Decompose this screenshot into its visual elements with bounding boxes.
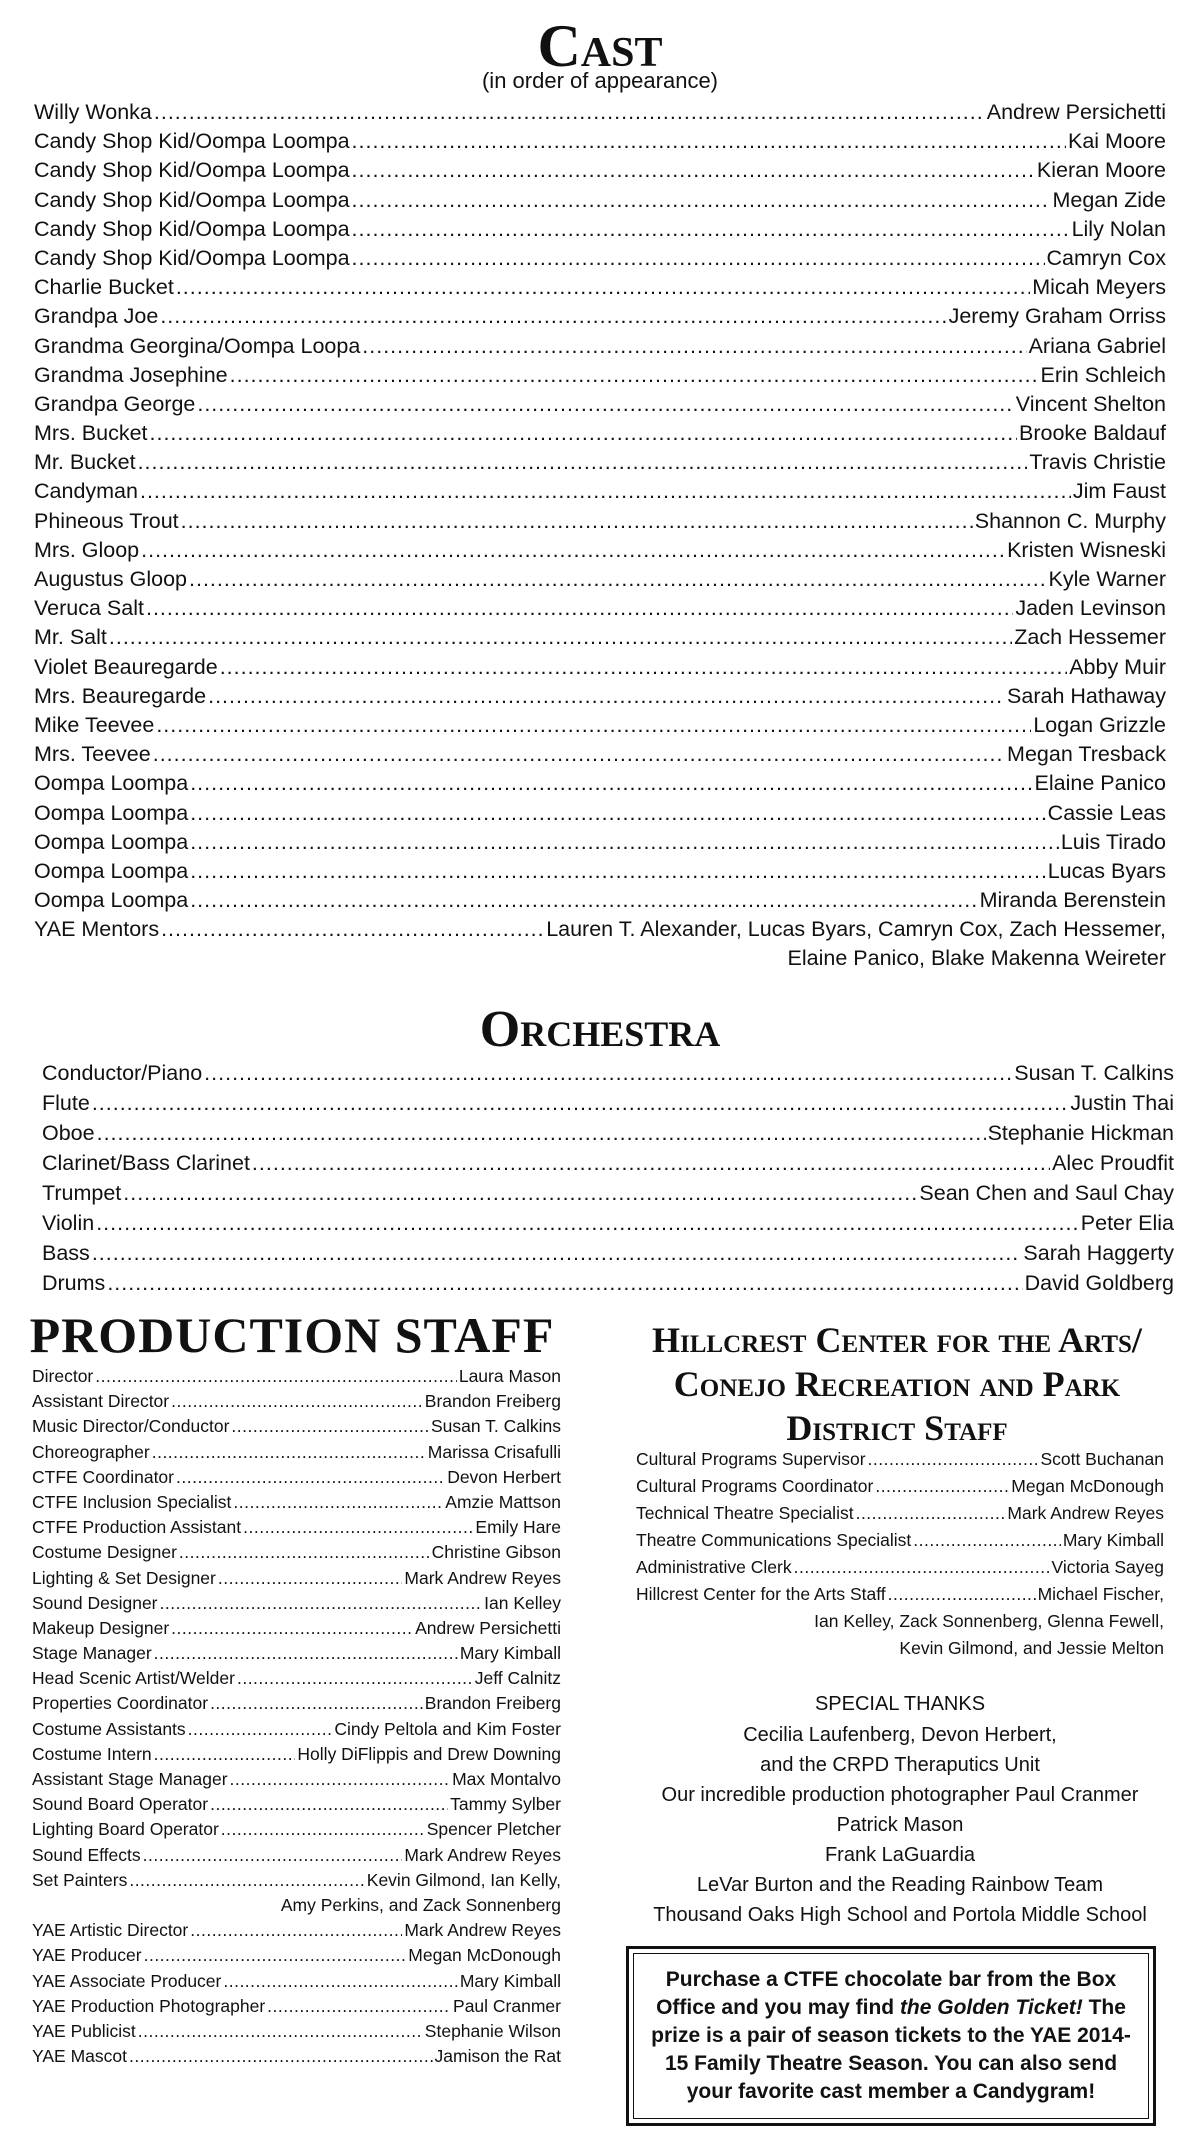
cast-role: Oompa Loompa xyxy=(34,771,189,796)
cast-row xyxy=(34,390,1166,419)
staff-row xyxy=(32,1641,561,1666)
cast-role: Grandpa George xyxy=(34,391,196,416)
staff-name: Mary Kimball xyxy=(459,1970,561,1991)
cast-actor: Jaden Levinson xyxy=(1015,596,1166,621)
staff-name: Megan McDonough xyxy=(408,1945,561,1966)
hillcrest-name: Victoria Sayeg xyxy=(1051,1557,1164,1577)
staff-name: Ian Kelley xyxy=(484,1592,561,1613)
cast-row xyxy=(34,156,1166,185)
staff-name: Mark Andrew Reyes xyxy=(404,1920,561,1941)
hillcrest-name: Michael Fischer, xyxy=(1037,1584,1164,1604)
cast-list xyxy=(34,98,1166,974)
cast-role: Candy Shop Kid/Oompa Loompa xyxy=(34,129,350,154)
cast-row xyxy=(34,507,1166,536)
cast-mentors-continued: Elaine Panico, Blake Makenna Weireter xyxy=(787,946,1166,971)
cast-actor: Kieran Moore xyxy=(1036,158,1166,183)
cast-actor: Lucas Byars xyxy=(1047,858,1166,883)
cast-actor: Logan Grizzle xyxy=(1033,712,1166,737)
hillcrest-row xyxy=(636,1581,1164,1608)
staff-role: Stage Manager xyxy=(32,1643,152,1664)
hillcrest-role: Cultural Programs Coordinator xyxy=(636,1476,874,1496)
cast-heading: Cast xyxy=(537,13,663,79)
orchestra-role: Oboe xyxy=(42,1121,95,1145)
cast-actor: Ariana Gabriel xyxy=(1028,333,1166,358)
cast-row-mentors xyxy=(34,915,1166,944)
orchestra-musician: Susan T. Calkins xyxy=(1014,1061,1174,1085)
staff-row xyxy=(32,1364,561,1389)
staff-role: Music Director/Conductor xyxy=(32,1416,230,1437)
staff-role: Sound Designer xyxy=(32,1592,158,1613)
hillcrest-role: Administrative Clerk xyxy=(636,1557,792,1577)
hillcrest-heading-line: Hillcrest Center for the Arts/ xyxy=(652,1320,1142,1360)
hillcrest-staff-continued: Ian Kelley, Zack Sonnenberg, Glenna Fewell, xyxy=(814,1611,1164,1631)
orchestra-row xyxy=(42,1088,1174,1118)
hillcrest-role: Technical Theatre Specialist xyxy=(636,1503,854,1523)
cast-row xyxy=(34,711,1166,740)
staff-name: Amzie Mattson xyxy=(445,1491,561,1512)
cast-row xyxy=(34,594,1166,623)
orchestra-role: Drums xyxy=(42,1271,106,1295)
staff-row xyxy=(32,1918,561,1943)
orchestra-musician: Justin Thai xyxy=(1070,1091,1174,1115)
cast-row xyxy=(34,332,1166,361)
hillcrest-name: Mary Kimball xyxy=(1062,1530,1164,1550)
cast-role: Oompa Loompa xyxy=(34,858,189,883)
staff-name: Christine Gibson xyxy=(431,1542,561,1563)
hillcrest-role: Hillcrest Center for the Arts Staff xyxy=(636,1584,886,1604)
staff-row xyxy=(32,1767,561,1792)
cast-role: Veruca Salt xyxy=(34,596,144,621)
cast-row xyxy=(34,886,1166,915)
hillcrest-heading-line: District Staff xyxy=(786,1408,1008,1448)
cast-role: Augustus Gloop xyxy=(34,567,187,591)
staff-row xyxy=(32,1591,561,1616)
special-thanks xyxy=(620,1690,1180,1930)
hillcrest-heading-line: Conejo Recreation and Park xyxy=(673,1364,1121,1404)
cast-role: Mrs. Bucket xyxy=(34,421,148,446)
hillcrest-staff-continued: Kevin Gilmond, and Jessie Melton xyxy=(899,1638,1164,1658)
staff-row xyxy=(32,1868,561,1893)
cast-row xyxy=(34,682,1166,711)
staff-name: Tammy Sylber xyxy=(450,1794,561,1815)
staff-row xyxy=(32,2019,561,2044)
cast-row xyxy=(34,361,1166,390)
promo-golden-ticket: the Golden Ticket! xyxy=(899,1996,1083,2019)
orchestra-musician: Sean Chen and Saul Chay xyxy=(919,1181,1174,1205)
hillcrest-row xyxy=(636,1554,1164,1581)
staff-name: Andrew Persichetti xyxy=(415,1617,561,1638)
thanks-line: and the CRPD Theraputics Unit xyxy=(760,1754,1040,1776)
staff-role: Costume Designer xyxy=(32,1542,177,1563)
cast-row xyxy=(34,769,1166,798)
cast-row xyxy=(34,448,1166,477)
staff-row xyxy=(32,1792,561,1817)
staff-name: Holly DiFlippis and Drew Downing xyxy=(297,1743,561,1764)
cast-row xyxy=(34,565,1166,594)
staff-name: Marissa Crisafulli xyxy=(427,1441,561,1462)
staff-row xyxy=(32,1843,561,1868)
staff-role: Assistant Stage Manager xyxy=(32,1769,228,1789)
cast-actor: Kai Moore xyxy=(1068,129,1166,154)
production-staff-heading: PRODUCTION STAFF xyxy=(29,1307,555,1363)
cast-row xyxy=(34,857,1166,886)
cast-actor: Sarah Hathaway xyxy=(1007,683,1166,708)
staff-row xyxy=(32,1817,561,1842)
orchestra-musician: Peter Elia xyxy=(1080,1211,1174,1235)
cast-row xyxy=(34,740,1166,769)
cast-role: YAE Mentors xyxy=(34,917,160,942)
staff-row xyxy=(32,1566,561,1591)
hillcrest-staff-list xyxy=(636,1446,1164,1662)
cast-role: Oompa Loompa xyxy=(34,800,189,825)
orchestra-list xyxy=(42,1058,1174,1298)
cast-role: Grandma Georgina/Oompa Loopa xyxy=(34,333,361,358)
staff-row xyxy=(32,2044,561,2069)
staff-role: Makeup Designer xyxy=(32,1617,170,1638)
cast-actor: Cassie Leas xyxy=(1047,800,1166,825)
thanks-line: Thousand Oaks High School and Portola Middle School xyxy=(653,1904,1147,1926)
staff-role: Head Scenic Artist/Welder xyxy=(32,1668,235,1689)
cast-actor: Lauren T. Alexander, Lucas Byars, Camryn Cox, Zach Hessemer, xyxy=(546,917,1166,942)
orchestra-musician: David Goldberg xyxy=(1024,1271,1174,1295)
cast-actor: Vincent Shelton xyxy=(1015,391,1166,416)
staff-name: Jeff Calnitz xyxy=(474,1668,561,1689)
staff-role: Properties Coordinator xyxy=(32,1693,209,1714)
cast-role: Mike Teevee xyxy=(34,712,155,737)
cast-role: Charlie Bucket xyxy=(34,275,174,300)
cast-role: Oompa Loompa xyxy=(34,829,189,854)
staff-role: Costume Intern xyxy=(32,1743,152,1764)
cast-role: Candy Shop Kid/Oompa Loompa xyxy=(34,187,350,212)
thanks-line: Frank LaGuardia xyxy=(824,1844,976,1866)
cast-role: Violet Beauregarde xyxy=(34,654,218,679)
cast-actor: Zach Hessemer xyxy=(1014,625,1166,650)
cast-actor: Jim Faust xyxy=(1072,479,1166,504)
staff-row xyxy=(32,1943,561,1968)
orchestra-heading: Orchestra xyxy=(479,1001,721,1058)
cast-actor: Kristen Wisneski xyxy=(1007,537,1166,562)
staff-role: YAE Production Photographer xyxy=(32,1995,266,2016)
staff-name: Max Montalvo xyxy=(452,1769,561,1789)
orchestra-row xyxy=(42,1118,1174,1148)
cast-actor: Kyle Warner xyxy=(1048,567,1166,591)
golden-ticket-promo xyxy=(626,1946,1156,2126)
hillcrest-name: Mark Andrew Reyes xyxy=(1007,1503,1164,1523)
staff-role: Set Painters xyxy=(32,1869,128,1890)
staff-row xyxy=(32,1717,561,1742)
cast-row xyxy=(34,98,1166,127)
cast-role: Grandpa Joe xyxy=(34,304,159,329)
staff-role: Sound Effects xyxy=(32,1844,141,1865)
cast-row xyxy=(34,186,1166,215)
cast-row xyxy=(34,302,1166,331)
hillcrest-name: Scott Buchanan xyxy=(1040,1449,1164,1469)
staff-role: CTFE Coordinator xyxy=(32,1466,174,1487)
cast-role: Mrs. Beauregarde xyxy=(34,683,207,708)
cast-row xyxy=(34,828,1166,857)
thanks-line: Our incredible production photographer Paul Cranmer xyxy=(661,1784,1139,1806)
cast-role: Willy Wonka xyxy=(34,100,152,124)
staff-role: YAE Associate Producer xyxy=(32,1970,222,1991)
cast-role: Oompa Loompa xyxy=(34,888,189,913)
cast-role: Mr. Salt xyxy=(34,625,107,650)
cast-actor: Abby Muir xyxy=(1069,654,1166,679)
staff-set-painters-continued: Amy Perkins, and Zack Sonnenberg xyxy=(280,1894,561,1915)
orchestra-row xyxy=(42,1238,1174,1268)
thanks-line: Patrick Mason xyxy=(836,1814,964,1836)
orchestra-role: Conductor/Piano xyxy=(42,1061,203,1085)
staff-name: Susan T. Calkins xyxy=(430,1416,561,1437)
staff-row xyxy=(32,1515,561,1540)
promo-text xyxy=(633,1953,1149,2119)
cast-actor: Camryn Cox xyxy=(1046,245,1166,270)
staff-role: Choreographer xyxy=(32,1441,150,1462)
cast-actor: Megan Tresback xyxy=(1007,742,1166,767)
hillcrest-row xyxy=(636,1527,1164,1554)
cast-actor: Megan Zide xyxy=(1052,187,1166,212)
staff-name: Laura Mason xyxy=(458,1366,561,1386)
staff-name: Paul Cranmer xyxy=(453,1995,561,2016)
staff-row xyxy=(32,1969,561,1994)
staff-role: CTFE Production Assistant xyxy=(32,1517,242,1538)
cast-row xyxy=(34,419,1166,448)
staff-row xyxy=(32,1440,561,1465)
cast-role: Phineous Trout xyxy=(34,508,179,533)
staff-role: Assistant Director xyxy=(32,1391,170,1412)
staff-role: Director xyxy=(32,1366,94,1386)
cast-actor: Elaine Panico xyxy=(1034,771,1166,796)
cast-actor: Jeremy Graham Orriss xyxy=(948,304,1166,329)
staff-role: YAE Artistic Director xyxy=(32,1920,189,1941)
hillcrest-name: Megan McDonough xyxy=(1011,1476,1164,1496)
cast-role: Mrs. Teevee xyxy=(34,742,151,767)
cast-row xyxy=(34,653,1166,682)
staff-name: Mark Andrew Reyes xyxy=(404,1844,561,1865)
staff-row xyxy=(32,1490,561,1515)
staff-name: Devon Herbert xyxy=(447,1466,561,1487)
orchestra-role: Trumpet xyxy=(42,1181,122,1205)
staff-name: Mary Kimball xyxy=(459,1643,561,1664)
staff-row xyxy=(32,1389,561,1414)
staff-row xyxy=(32,1616,561,1641)
thanks-line: LeVar Burton and the Reading Rainbow Team xyxy=(696,1874,1104,1896)
cast-row xyxy=(34,536,1166,565)
orchestra-role: Bass xyxy=(42,1241,90,1265)
orchestra-musician: Sarah Haggerty xyxy=(1023,1241,1174,1265)
cast-role: Candy Shop Kid/Oompa Loompa xyxy=(34,245,350,270)
staff-name: Mark Andrew Reyes xyxy=(404,1567,561,1588)
cast-role: Mr. Bucket xyxy=(34,450,136,475)
cast-row xyxy=(34,244,1166,273)
staff-role: Costume Assistants xyxy=(32,1718,186,1739)
staff-name: Jamison the Rat xyxy=(434,2046,561,2067)
orchestra-row xyxy=(42,1148,1174,1178)
special-thanks-title: SPECIAL THANKS xyxy=(814,1693,986,1715)
cast-row xyxy=(34,273,1166,302)
cast-role: Grandma Josephine xyxy=(34,362,228,387)
staff-row xyxy=(32,1465,561,1490)
production-staff-list xyxy=(32,1364,561,2069)
cast-actor: Travis Christie xyxy=(1029,450,1166,475)
orchestra-role: Flute xyxy=(42,1091,90,1115)
hillcrest-role: Cultural Programs Supervisor xyxy=(636,1449,866,1469)
cast-actor: Micah Meyers xyxy=(1032,275,1166,300)
promo-text-part: Purchase a CTFE chocolate bar from the Box Office and you may find xyxy=(656,1968,1117,2019)
staff-row xyxy=(32,1666,561,1691)
orchestra-role: Clarinet/Bass Clarinet xyxy=(42,1151,250,1175)
staff-name: Kevin Gilmond, Ian Kelly, xyxy=(366,1869,561,1890)
staff-name: Stephanie Wilson xyxy=(424,2020,561,2041)
cast-role: Candy Shop Kid/Oompa Loompa xyxy=(34,158,350,183)
cast-actor: Lily Nolan xyxy=(1071,216,1166,241)
hillcrest-row xyxy=(636,1500,1164,1527)
orchestra-row xyxy=(42,1058,1174,1088)
cast-actor: Shannon C. Murphy xyxy=(974,508,1166,533)
hillcrest-row xyxy=(636,1473,1164,1500)
staff-row xyxy=(32,1742,561,1767)
cast-subtitle: (in order of appearance) xyxy=(481,68,719,93)
cast-actor: Andrew Persichetti xyxy=(986,100,1166,124)
cast-row xyxy=(34,127,1166,156)
orchestra-musician: Stephanie Hickman xyxy=(987,1121,1174,1145)
cast-row xyxy=(34,477,1166,506)
staff-role: Lighting & Set Designer xyxy=(32,1567,216,1588)
cast-actor: Erin Schleich xyxy=(1040,362,1166,387)
staff-row xyxy=(32,1691,561,1716)
staff-role: YAE Mascot xyxy=(32,2046,127,2067)
cast-role: Candyman xyxy=(34,479,138,504)
staff-role: Lighting Board Operator xyxy=(32,1819,219,1840)
cast-role: Mrs. Gloop xyxy=(34,537,140,562)
thanks-line: Cecilia Laufenberg, Devon Herbert, xyxy=(743,1724,1057,1746)
staff-role: YAE Producer xyxy=(32,1945,142,1966)
hillcrest-heading xyxy=(617,1318,1177,1450)
cast-row xyxy=(34,215,1166,244)
cast-role: Candy Shop Kid/Oompa Loompa xyxy=(34,216,350,241)
staff-role: YAE Publicist xyxy=(32,2020,136,2041)
staff-name: Cindy Peltola and Kim Foster xyxy=(334,1718,561,1739)
hillcrest-row xyxy=(636,1446,1164,1473)
staff-name: Emily Hare xyxy=(475,1517,561,1538)
orchestra-musician: Alec Proudfit xyxy=(1052,1151,1174,1175)
cast-row xyxy=(34,799,1166,828)
cast-row xyxy=(34,623,1166,652)
cast-actor: Miranda Berenstein xyxy=(979,888,1166,913)
staff-role: CTFE Inclusion Specialist xyxy=(32,1491,232,1512)
orchestra-row xyxy=(42,1178,1174,1208)
hillcrest-role: Theatre Communications Specialist xyxy=(636,1530,912,1550)
staff-name: Brandon Freiberg xyxy=(424,1693,561,1714)
staff-name: Spencer Pletcher xyxy=(426,1819,561,1840)
orchestra-row xyxy=(42,1268,1174,1298)
staff-row xyxy=(32,1994,561,2019)
promo-text-part: The prize is a pair of season tickets to the YAE 2014-15 Family Theatre Season. You can also send your favorite cast member a Candygram! xyxy=(651,1996,1131,2103)
staff-row xyxy=(32,1540,561,1565)
staff-name: Brandon Freiberg xyxy=(424,1391,561,1412)
cast-actor: Luis Tirado xyxy=(1060,829,1166,854)
orchestra-row xyxy=(42,1208,1174,1238)
staff-row xyxy=(32,1414,561,1439)
staff-role: Sound Board Operator xyxy=(32,1794,209,1815)
orchestra-role: Violin xyxy=(42,1211,95,1235)
cast-actor: Brooke Baldauf xyxy=(1018,421,1166,446)
